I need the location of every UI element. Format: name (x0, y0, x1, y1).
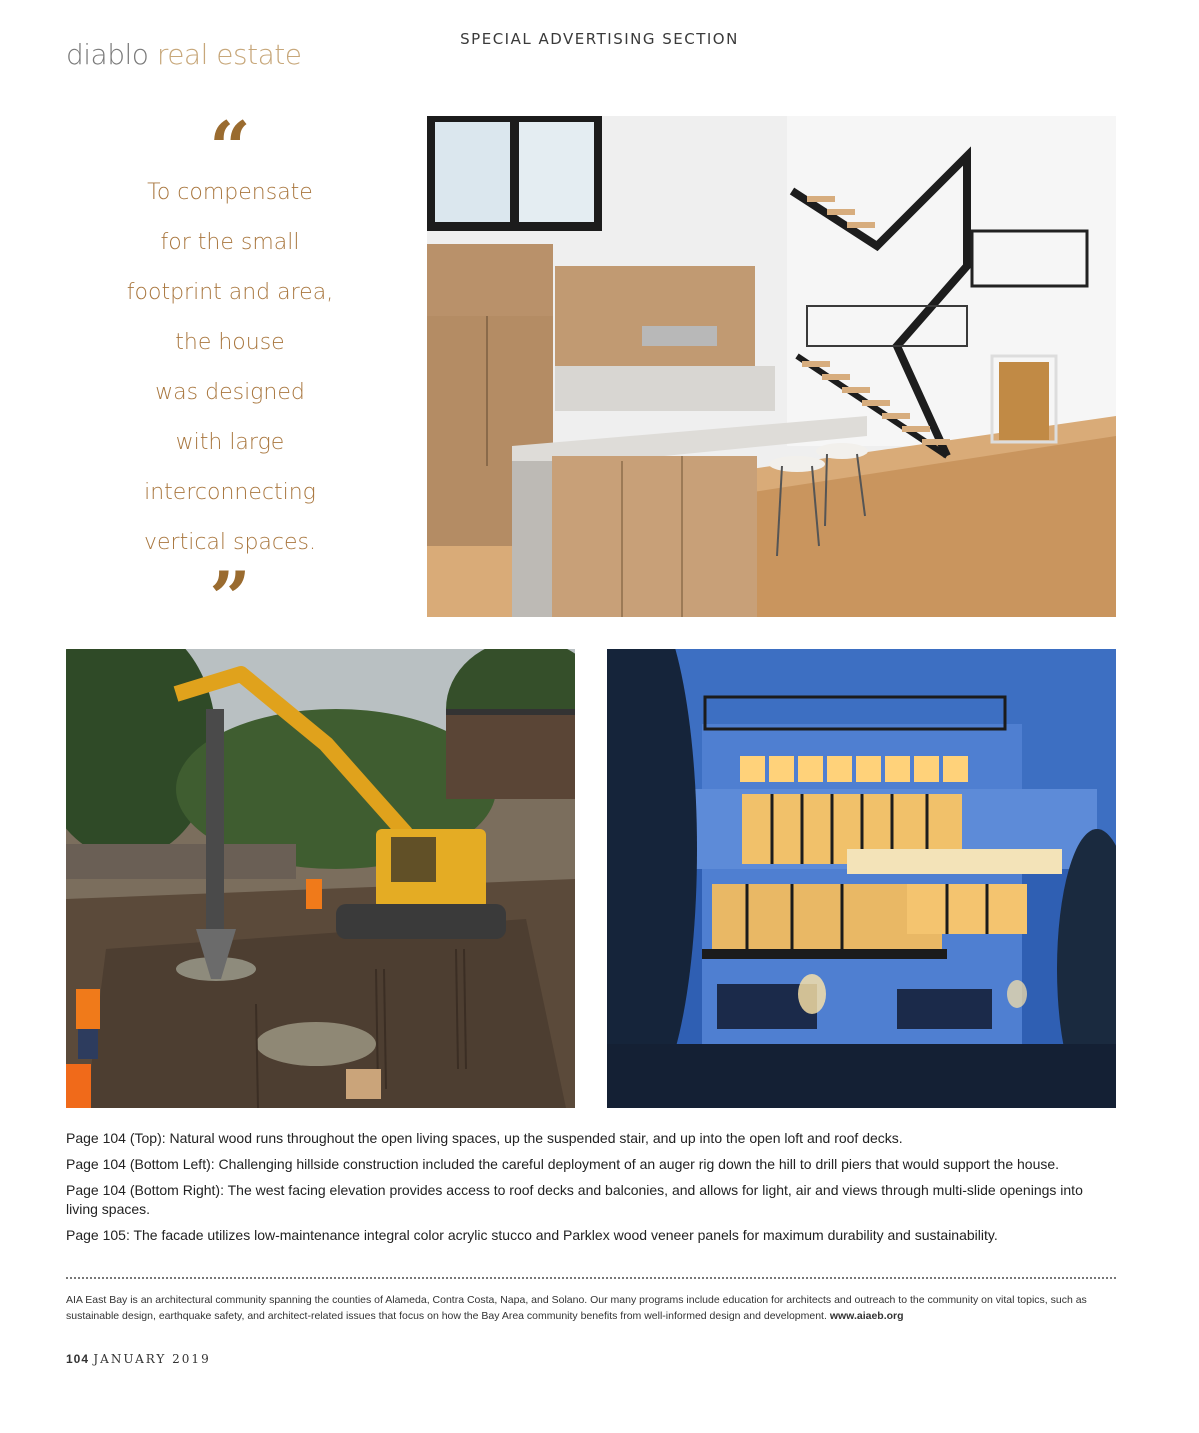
pull-quote-line: interconnecting (144, 480, 316, 505)
brand-section: real estate (156, 38, 302, 71)
caption-bottom-right: Page 104 (Bottom Right): The west facing elevation provides access to roof decks and balconies, and allows for light, air and views through multi-slide openings into living spaces. (66, 1182, 1083, 1217)
caption-top: Page 104 (Top): Natural wood runs throughout the open living spaces, up the suspended stair, and up into the open loft and roof decks. (66, 1130, 903, 1146)
aia-website-link[interactable]: www.aiaeb.org (829, 1310, 904, 1322)
pull-quote-line: the house (175, 330, 285, 355)
pull-quote (100, 168, 360, 568)
page-folio (66, 1352, 211, 1366)
caption-bottom-left: Page 104 (Bottom Left): Challenging hillside construction included the careful deployment of an auger rig down the hill to drill piers that would support the house. (66, 1156, 1060, 1172)
kitchen-interior-photo (427, 116, 1116, 617)
pull-quote-line: for the small (160, 230, 300, 255)
page-number: 104 (66, 1352, 90, 1366)
dotted-divider (66, 1277, 1116, 1279)
house-exterior-dusk-photo (607, 649, 1116, 1108)
issue-date: JANUARY 2019 (93, 1352, 211, 1366)
close-quote-mark: ” (209, 555, 251, 640)
construction-site-photo (66, 649, 575, 1108)
pull-quote-line: was designed (155, 380, 305, 405)
photo-captions (66, 1129, 1116, 1252)
open-quote-mark: “ (209, 105, 251, 190)
pull-quote-line: To compensate (147, 180, 313, 205)
brand-name: diablo (66, 38, 149, 71)
about-text: AIA East Bay is an architectural community spanning the counties of Alameda, Contra Costa, Napa, and Solano. Our many programs include education for architects and outreach to the community on vital topics, such as sustainable design, earthquake safety, and architect-related issues that focus on how the Bay Area community benefits from well-informed design and development. (66, 1294, 1087, 1322)
pull-quote-line: with large (175, 430, 285, 455)
pull-quote-line: footprint and area, (126, 280, 334, 305)
caption-page-105: Page 105: The facade utilizes low-maintenance integral color acrylic stucco and Parklex wood veneer panels for maximum durability and sustainability. (66, 1227, 998, 1243)
section-label: SPECIAL ADVERTISING SECTION (460, 30, 739, 48)
pull-quote-line: vertical spaces. (143, 530, 316, 555)
about-aia-east-bay (66, 1292, 1116, 1324)
